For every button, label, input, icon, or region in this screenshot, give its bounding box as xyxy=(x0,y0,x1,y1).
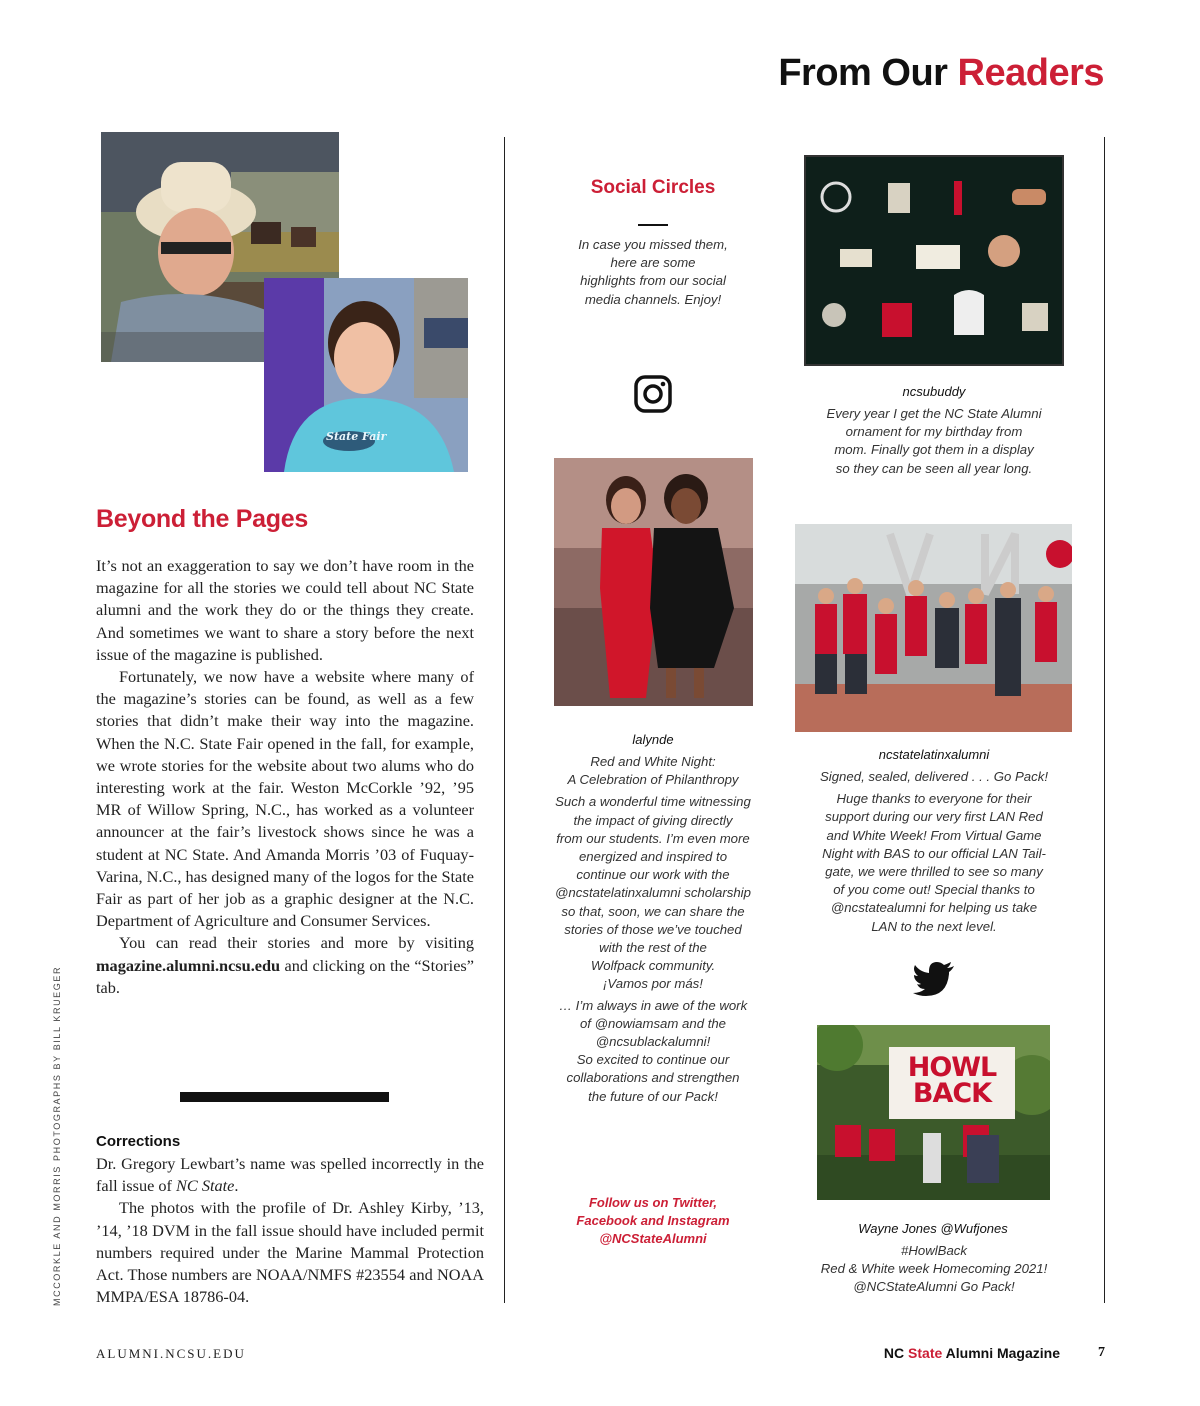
post-line: Such a wonderful time witnessing xyxy=(555,794,751,810)
footer-mag-nc: NC xyxy=(883,1345,909,1361)
post-line: Every year I get the NC State Alumni xyxy=(826,406,1042,421)
beyond-paragraph-3 xyxy=(96,932,474,999)
post-line: so they can be seen all year long. xyxy=(835,460,1033,476)
post-line: LAN to the next level. xyxy=(871,918,997,934)
post-handle[interactable]: lalynde xyxy=(632,732,674,747)
beyond-paragraph-2: Fortunately, we now have a website where many of the magazine’s stories can be found, as well as a few stories that didn’t make their way into the magazine. When the N.C. State Fair opened in the fall, for example, we wrote stories for the website about two alums who do interesting work at the fair. Weston McCorkle ’92, ’95 MR of Willow Spring, N.C., has worked as a volunteer announcer at the fair’s livestock shows since he was a student at NC State. And Amanda Morris ’03 of Fuquay-Varina, N.C., has designed many of the logos for the State Fair as part of her job as a graphic designer at the N.C. Department of Agriculture and Consumer Services. xyxy=(96,667,475,931)
post-line: @NCStateAlumni Go Pack! xyxy=(853,1279,1015,1295)
post-line: from our students. I’m even more xyxy=(556,830,750,846)
post-line: ornament for my birthday from xyxy=(845,424,1023,440)
corrections-paragraph-1 xyxy=(96,1153,484,1197)
post-line: gate, we were thrilled to see so many xyxy=(825,864,1043,880)
beyond-p3-start: You can read their stories and more by visiting xyxy=(119,933,474,953)
post-line: Red and White Night: xyxy=(590,754,716,769)
social-intro-line: In case you missed them, xyxy=(578,237,728,252)
social-intro-line: media channels. Enjoy! xyxy=(584,291,722,307)
photo-credit: MCCORKLE AND MORRIS PHOTOGRAPHS BY BILL KRUEGER xyxy=(52,965,62,1306)
post-line: @ncstatelatinxalumni scholarship xyxy=(555,885,751,901)
post-line: of @nowiamsam and the xyxy=(579,1015,727,1031)
photo-howl-back xyxy=(817,1025,1050,1200)
title-main: From Our xyxy=(778,52,958,94)
photo-morris xyxy=(264,278,468,472)
post-line: so that, soon, we can share the xyxy=(561,903,745,919)
page-title xyxy=(778,52,1104,95)
post-line: support during our very first LAN Red xyxy=(825,809,1043,825)
post-handle[interactable]: Wayne Jones @Wufjones xyxy=(858,1221,1008,1236)
photo-ornaments xyxy=(804,155,1064,366)
social-intro-line: here are some xyxy=(610,255,696,271)
shirt-logo-text: State Fair xyxy=(326,430,387,443)
beyond-paragraph-1: It’s not an exaggeration to say we don’t have room in the magazine for all the stories we could tell about NC State alumni and the work they do or the things they create. And sometimes we want to share a story before the next issue of the magazine is published. xyxy=(96,556,474,664)
post-line: ¡Vamos por más! xyxy=(603,976,703,992)
post-handle[interactable]: ncstatelatinxalumni xyxy=(878,747,990,762)
beyond-heading: Beyond the Pages xyxy=(96,505,308,533)
post-line: Night with BAS to our official LAN Tail- xyxy=(822,845,1046,861)
post-line: @ncsublackalumni! xyxy=(595,1034,711,1050)
column-divider-right xyxy=(1104,137,1105,1303)
post-line: energized and inspired to xyxy=(578,849,728,865)
beyond-p3-end: and clicking on the “Stories” tab. xyxy=(96,955,474,997)
post-line: collaborations and strengthen xyxy=(566,1070,740,1086)
banner-text xyxy=(889,1052,1015,1109)
post-line: with the rest of the xyxy=(599,940,707,956)
post-handle[interactable]: ncsubuddy xyxy=(902,384,966,399)
social-rule xyxy=(638,224,668,226)
follow-line: Facebook and Instagram xyxy=(576,1213,730,1228)
post-line: the impact of giving directly xyxy=(573,812,733,828)
post-body xyxy=(790,768,1078,936)
title-accent: Readers xyxy=(957,52,1104,94)
footer-mag-rest: Alumni Magazine xyxy=(942,1345,1060,1361)
follow-handle[interactable]: @NCStateAlumni xyxy=(599,1231,707,1246)
footer-magazine-name xyxy=(884,1345,1060,1361)
footer-site-link[interactable]: ALUMNI.NCSU.EDU xyxy=(96,1346,246,1361)
corrections-heading: Corrections xyxy=(96,1133,181,1150)
post-line: continue our work with the xyxy=(576,867,730,883)
photo-latinx-group xyxy=(795,524,1072,732)
page-number: 7 xyxy=(1098,1345,1105,1360)
post-line: A Celebration of Philanthropy xyxy=(567,772,739,788)
post-line: Red & White week Homecoming 2021! xyxy=(820,1261,1048,1277)
photo-lalynde xyxy=(554,458,753,706)
corrections-body xyxy=(96,1153,484,1308)
follow-line: Follow us on Twitter, xyxy=(588,1195,718,1210)
post-body xyxy=(794,405,1074,478)
post-line: and White Week! From Virtual Game xyxy=(826,827,1042,843)
post-line: Signed, sealed, delivered . . . Go Pack! xyxy=(820,769,1048,784)
twitter-icon[interactable] xyxy=(913,962,955,996)
post-body xyxy=(523,753,783,1106)
post-line: … I’m always in awe of the work xyxy=(558,997,748,1013)
post-line: #HowlBack xyxy=(901,1243,967,1258)
footer-mag-state: State xyxy=(908,1345,943,1361)
instagram-icon[interactable] xyxy=(633,374,673,414)
post-body xyxy=(790,1242,1078,1297)
social-intro xyxy=(533,236,773,309)
post-line: @ncstatealumni for helping us take xyxy=(830,900,1038,916)
corrections-paragraph-2: The photos with the profile of Dr. Ashley Kirby, ’13, ’14, ’18 DVM in the fall issue should have included permit numbers required under the Marine Mammal Protection Act. Those numbers are NOAA/NMFS #23554 and NOAA MMPA/ESA 18786-04. xyxy=(96,1198,484,1307)
banner-line-2: BACK xyxy=(912,1078,992,1109)
section-divider xyxy=(180,1092,389,1102)
social-intro-line: highlights from our social xyxy=(580,273,726,289)
corrections-p1-end: . xyxy=(234,1176,239,1196)
corrections-p1-title: NC State xyxy=(176,1176,235,1196)
post-line: Huge thanks to everyone for their xyxy=(836,791,1032,807)
post-line: So excited to continue our xyxy=(576,1052,730,1068)
banner-line-1: HOWL xyxy=(907,1052,997,1083)
post-line: Wolfpack community. xyxy=(590,958,716,974)
post-line: of you come out! Special thanks to xyxy=(833,882,1035,898)
corrections-p1-start: Dr. Gregory Lewbart’s name was spelled incorrectly in the fall issue of xyxy=(96,1154,484,1196)
post-line: stories of those we’ve touched xyxy=(564,921,742,937)
social-circles-heading: Social Circles xyxy=(590,177,716,198)
column-divider-left xyxy=(504,137,505,1303)
follow-us xyxy=(543,1194,763,1248)
magazine-link[interactable]: magazine.alumni.ncsu.edu xyxy=(96,955,281,975)
beyond-body xyxy=(96,555,474,999)
post-line: mom. Finally got them in a display xyxy=(834,442,1034,458)
post-line: the future of our Pack! xyxy=(588,1088,718,1104)
